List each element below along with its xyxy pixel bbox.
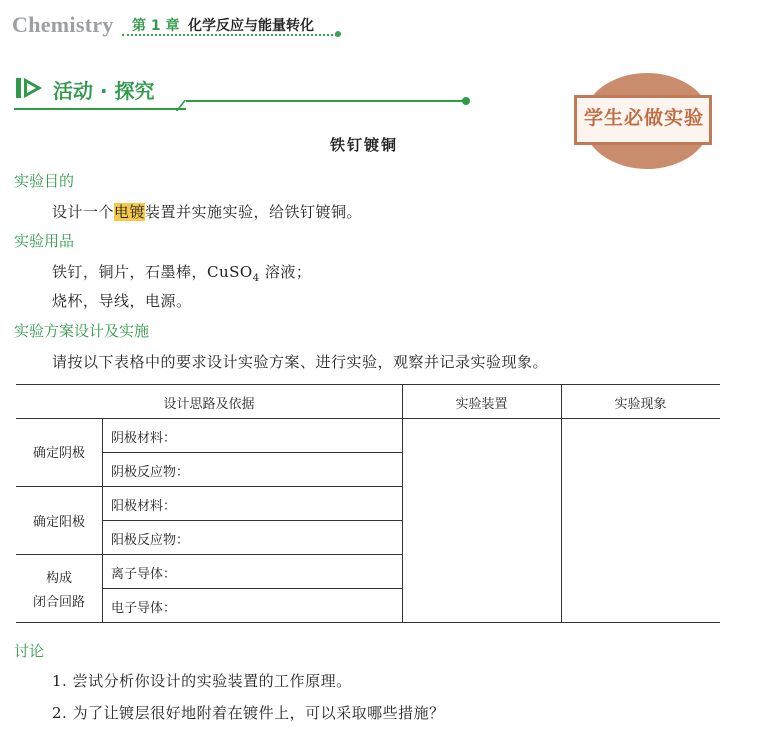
group-label-circuit-line-2: 闭合回路 (32, 595, 85, 610)
table-cell-anode-material: 阳极材料： (111, 499, 177, 514)
group-label-anode: 确定阳极 (32, 515, 85, 530)
table-cell-anode-reactant: 阳极反应物： (111, 533, 190, 548)
chapter-title: 化学反应与能量转化 (188, 18, 314, 34)
materials-line-1 (52, 261, 311, 284)
brand-label: Chemistry (12, 12, 114, 37)
table-cell-ion-conductor: 离子导体： (111, 567, 177, 582)
experiment-title: 铁钉镀铜 (330, 136, 399, 154)
section-rule-upper (186, 100, 466, 102)
chapter-number: 第 1 章 (132, 18, 180, 34)
discussion-heading: 讨论 (14, 642, 45, 660)
header-rule-dot (335, 31, 341, 37)
materials-subscript: 4 (252, 273, 260, 284)
table-cell-electron-conductor: 电子导体： (111, 601, 177, 616)
purpose-text-start: 设计一个 (52, 203, 115, 221)
discussion-item: 2. 为了让镀层很好地附着在镀件上，可以采取哪些措施？ (52, 704, 445, 722)
phenomena-answer-area[interactable] (562, 419, 720, 622)
group-label-cathode: 确定阴极 (32, 446, 85, 461)
table-rule-bottom (16, 622, 720, 623)
purpose-text (52, 201, 362, 222)
materials-line-2: 烧杯，导线，电源。 (52, 292, 192, 310)
header-dotted-rule (122, 34, 337, 36)
materials-line-1-tail: 溶液； (259, 263, 312, 281)
table-header-phenomena: 实验现象 (614, 397, 667, 412)
group-label-circuit-line-1: 构成 (45, 571, 72, 586)
table-rule-row (102, 452, 402, 453)
table-rule-group (16, 486, 402, 487)
play-arrow-icon (16, 78, 42, 98)
section-rule-dot (462, 97, 470, 105)
table-rule-row (102, 588, 402, 589)
table-cell-cathode-material: 阴极材料： (111, 431, 177, 446)
discussion-item: 1. 尝试分析你设计的实验装置的工作原理。 (52, 672, 352, 690)
materials-line-1-text: 铁钉，铜片，石墨棒，CuSO (52, 263, 253, 281)
plan-text: 请按以下表格中的要求设计实验方案、进行实验，观察并记录实验现象。 (52, 353, 549, 371)
table-header-design: 设计思路及依据 (163, 397, 255, 412)
table-rule-row (102, 520, 402, 521)
section-rule (14, 108, 186, 110)
design-table (16, 384, 720, 622)
purpose-heading: 实验目的 (14, 172, 75, 190)
apparatus-answer-area[interactable] (403, 419, 561, 622)
plan-heading: 实验方案设计及实施 (14, 322, 150, 340)
section-title: 活动 · 探究 (53, 79, 155, 103)
stamp-label: 学生必做实验 (583, 107, 704, 129)
purpose-highlight: 电镀 (114, 203, 146, 221)
table-col-rule (102, 418, 103, 622)
purpose-text-end: 装置并实施实验，给铁钉镀铜。 (145, 203, 363, 221)
materials-heading: 实验用品 (14, 232, 75, 250)
table-cell-cathode-reactant: 阴极反应物： (111, 465, 190, 480)
table-rule-group (16, 554, 402, 555)
table-rule-top (16, 384, 720, 385)
table-header-apparatus: 实验装置 (455, 397, 508, 412)
